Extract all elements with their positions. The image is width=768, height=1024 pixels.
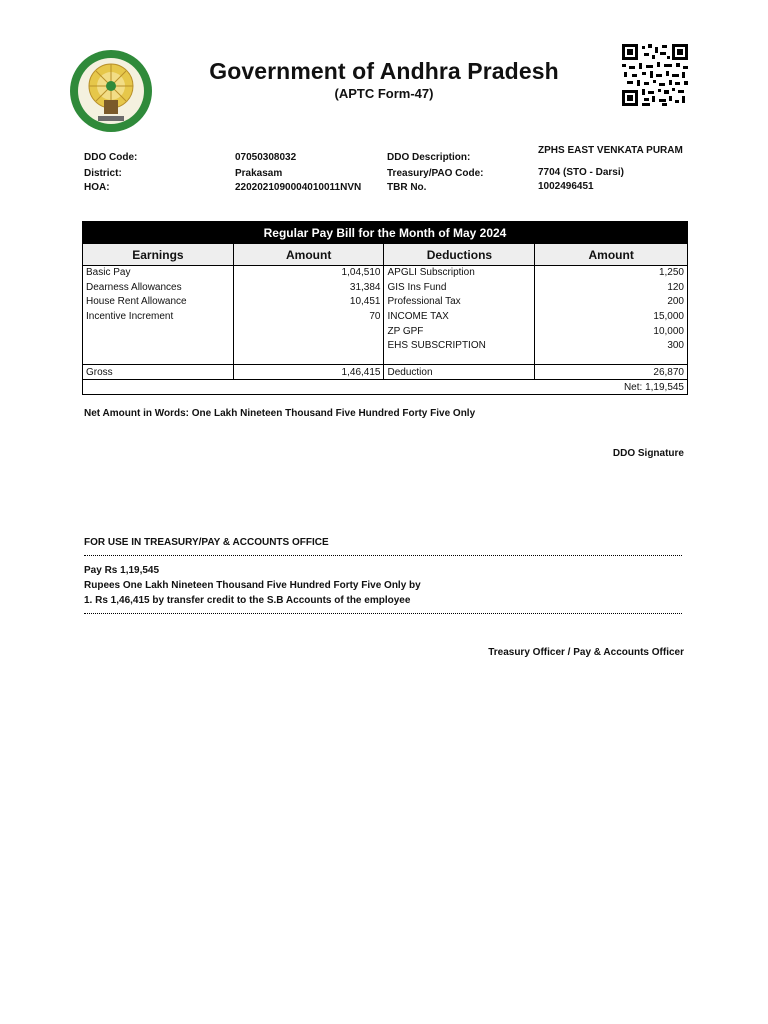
hoa-label: HOA: <box>84 182 110 193</box>
earnings-header: Earnings <box>83 244 234 266</box>
deduction-total-label: Deduction <box>384 365 535 380</box>
page-title: Government of Andhra Pradesh <box>209 58 559 84</box>
tbr-label: TBR No. <box>387 182 427 193</box>
deduction-name: EHS SUBSCRIPTION <box>387 340 486 352</box>
earning-amount: 1,04,510 <box>341 267 381 278</box>
deduction-name: Professional Tax <box>387 296 461 308</box>
pay-amount: Pay Rs 1,19,545 <box>84 565 160 576</box>
deduction-name: ZP GPF <box>387 325 424 337</box>
dotted-divider <box>84 613 682 614</box>
qr-code <box>622 44 688 106</box>
ddo-desc-label: DDO Description: <box>387 152 471 163</box>
ap-emblem-logo <box>68 48 154 134</box>
deduction-total-value: 26,870 <box>535 365 688 380</box>
ddo-code-label: DDO Code: <box>84 152 138 163</box>
pay-bill-title: Regular Pay Bill for the Month of May 2024 <box>83 222 688 244</box>
district-label: District: <box>84 168 122 179</box>
deductions-amounts <box>535 266 688 365</box>
deductions-names <box>384 266 535 365</box>
form-number: (APTC Form-47) <box>334 86 434 101</box>
net-amount: Net: 1,19,545 <box>83 380 688 395</box>
dotted-divider <box>84 555 682 556</box>
ddo-signature-label: DDO Signature <box>612 448 684 459</box>
earnings-amount-header: Amount <box>233 244 384 266</box>
earnings-names <box>83 266 234 365</box>
gross-value: 1,46,415 <box>233 365 384 380</box>
deduction-amount: 15,000 <box>653 311 684 323</box>
treasury-heading: FOR USE IN TREASURY/PAY & ACCOUNTS OFFICE <box>84 537 329 548</box>
pay-amount-words: Rupees One Lakh Nineteen Thousand Five Hundred Forty Five Only by <box>84 580 421 591</box>
ddo-code-value: 07050308032 <box>235 152 297 163</box>
deduction-amount: 300 <box>667 340 684 352</box>
earning-name: Incentive Increment <box>86 311 174 323</box>
earning-amount: 70 <box>369 311 381 323</box>
deductions-header: Deductions <box>384 244 535 266</box>
net-amount-in-words: Net Amount in Words: One Lakh Nineteen Thousand Five Hundred Forty Five Only <box>84 408 476 419</box>
gross-label: Gross <box>83 365 234 380</box>
deduction-name: GIS Ins Fund <box>387 281 447 293</box>
deduction-amount: 10,000 <box>653 325 684 337</box>
treasury-section <box>84 535 684 614</box>
deduction-name: INCOME TAX <box>387 311 449 323</box>
earning-name: Dearness Allowances <box>86 281 182 293</box>
deductions-amount-header: Amount <box>535 244 688 266</box>
earnings-amounts <box>233 266 384 365</box>
hoa-value: 2202021090004010011NVN <box>235 182 362 193</box>
deduction-amount: 120 <box>667 281 684 293</box>
tbr-value: 1002496451 <box>538 181 594 192</box>
earning-amount: 10,451 <box>349 296 381 308</box>
treasury-officer-signature: Treasury Officer / Pay & Accounts Officer <box>488 647 684 658</box>
deduction-name: APGLI Subscription <box>387 267 475 278</box>
earning-amount: 31,384 <box>349 281 381 293</box>
transfer-credit-line: 1. Rs 1,46,415 by transfer credit to the S.B Accounts of the employee <box>84 595 411 606</box>
pay-bill-table <box>82 221 688 395</box>
district-value: Prakasam <box>235 168 283 179</box>
deduction-amount: 1,250 <box>658 267 684 278</box>
earning-name: Basic Pay <box>86 267 131 278</box>
ddo-desc-value: ZPHS EAST VENKATA PURAM <box>538 145 683 156</box>
deduction-amount: 200 <box>667 296 684 308</box>
bill-meta <box>84 146 688 196</box>
treasury-code-label: Treasury/PAO Code: <box>387 168 484 179</box>
earning-name: House Rent Allowance <box>86 296 187 308</box>
treasury-code-value: 7704 (STO - Darsi) <box>538 167 624 178</box>
